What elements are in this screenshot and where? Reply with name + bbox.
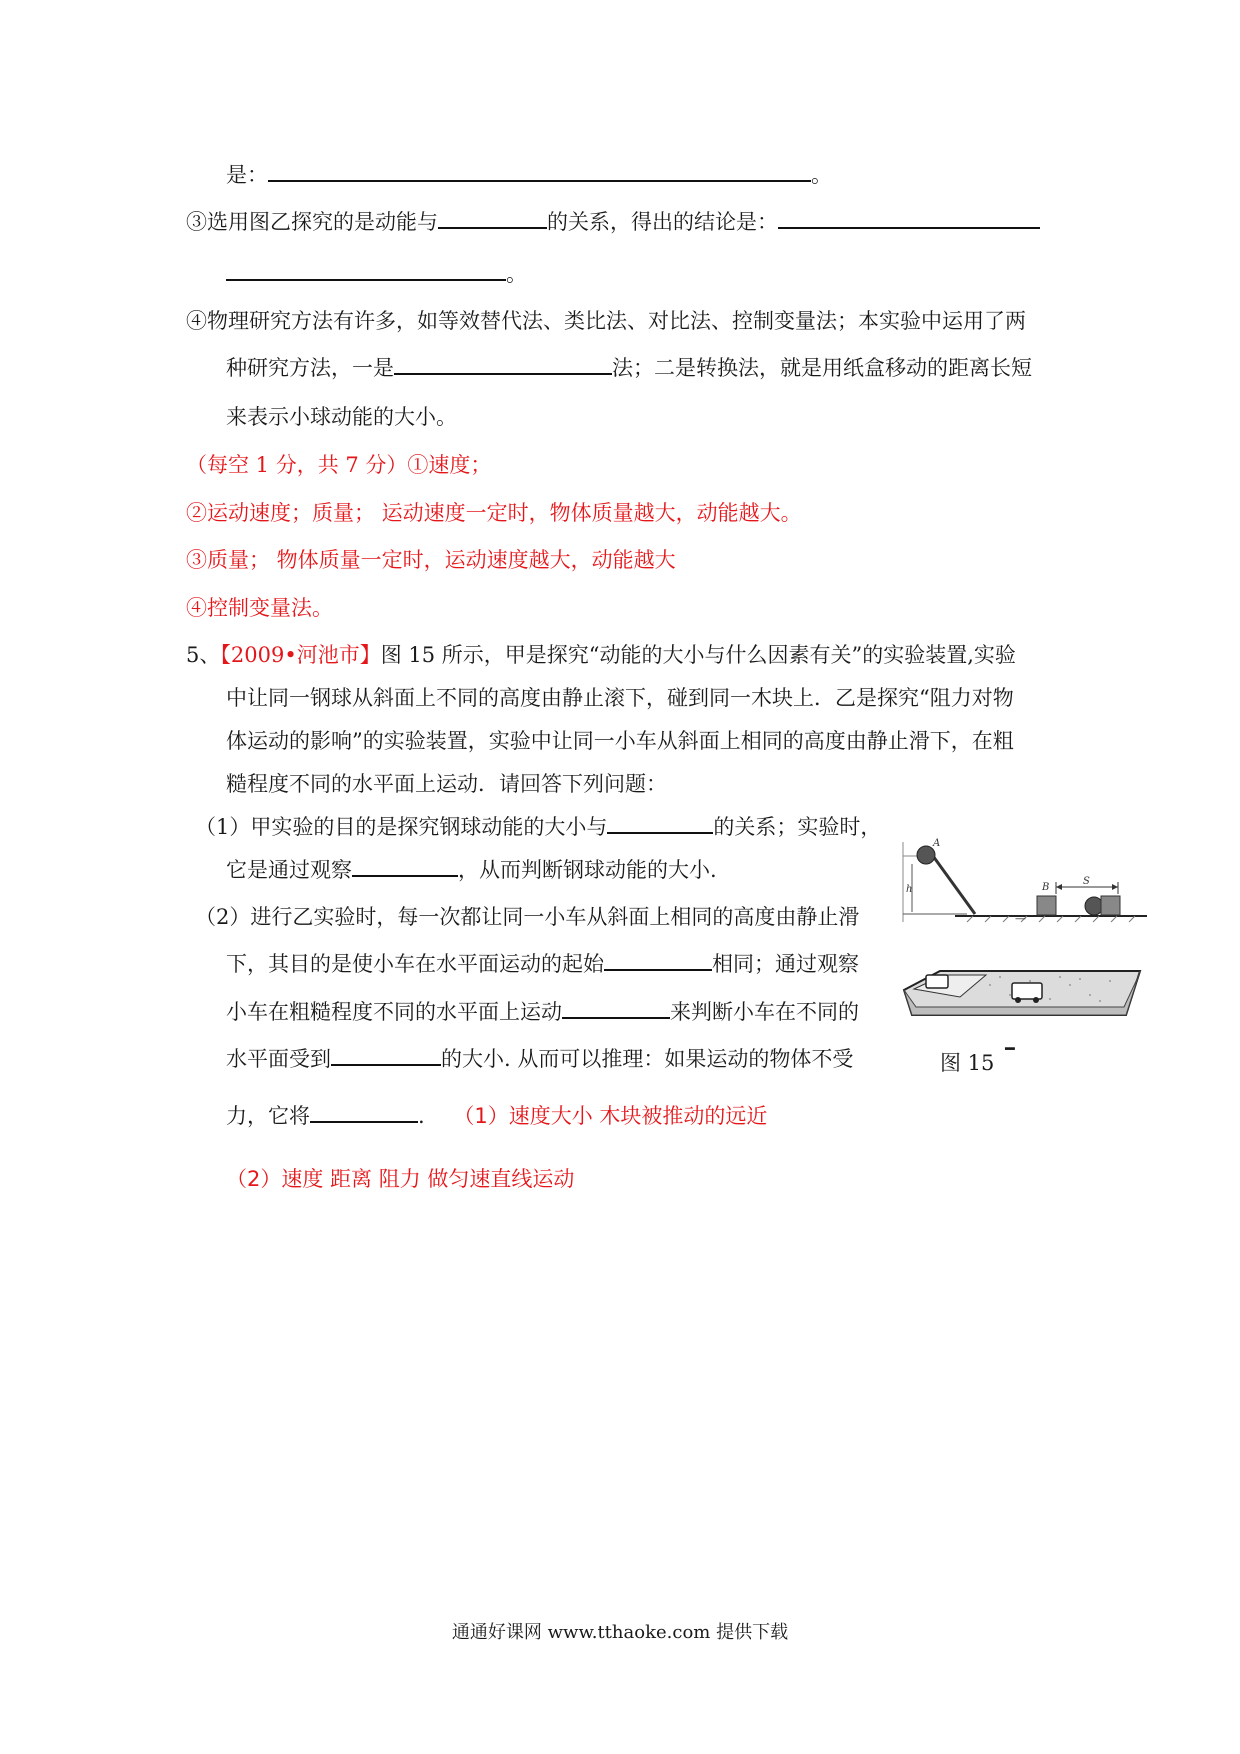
answer-4-line-3: ③质量； 物体质量一定时，运动速度越大，动能越大	[186, 548, 676, 572]
figure-15-caption: 图 15	[940, 1051, 995, 1075]
answer-4-line-1: （每空 1 分，共 7 分）①速度；	[186, 453, 492, 477]
q5-line-3: 体运动的影响”的实验装置，实验中让同一小车从斜面上相同的高度由静止滑下，在粗	[226, 729, 1014, 753]
q5-part2-line-3: 小车在粗糙程度不同的水平面上运动 来判断小车在不同的	[226, 997, 859, 1027]
q5-part2-line-4: 水平面受到 的大小. 从而可以推理：如果运动的物体不受	[226, 1044, 853, 1074]
answer-5-line-1: （1）速度大小 木块被推动的远近	[453, 1104, 768, 1128]
q4-line-1: ④物理研究方法有许多，如等效替代法、类比法、对比法、控制变量法；本实验中运用了两	[186, 309, 1026, 333]
q5-line-1: 5、【2009•河池市】图 15 所示，甲是探究“动能的大小与什么因素有关”的实验装置,实验	[186, 643, 1016, 667]
answer-blank[interactable]	[352, 855, 458, 877]
answer-blank[interactable]	[438, 207, 547, 229]
q5-part1-line-1: （1）甲实验的目的是探究钢球动能的大小与 的关系；实验时，	[195, 812, 881, 842]
answer-blank[interactable]	[310, 1101, 418, 1123]
answer-blank[interactable]	[778, 207, 1040, 229]
q5-source: 【2009•河池市】	[220, 643, 381, 667]
q4-line-2: 种研究方法，一是 法；二是转换法，就是用纸盒移动的距离长短	[226, 353, 1032, 383]
figure-15-yi-apparatus	[900, 955, 1150, 1030]
q5-part2-line-2: 下，其目的是使小车在水平面运动的起始 相同；通过观察	[226, 949, 859, 979]
answer-5-line-2: （2）速度 距离 阻力 做匀速直线运动	[226, 1167, 575, 1191]
answer-4-line-2: ②运动速度；质量； 运动速度一定时，物体质量越大，动能越大。	[186, 501, 802, 525]
q5-line-2: 中让同一钢球从斜面上不同的高度由静止滚下，碰到同一木块上．乙是探究“阻力对物	[226, 686, 1014, 710]
answer-4-line-4: ④控制变量法。	[186, 596, 333, 620]
answer-blank[interactable]	[607, 812, 713, 834]
q5-part2-line-1: （2）进行乙实验时，每一次都让同一小车从斜面上相同的高度由静止滑	[195, 905, 860, 929]
answer-blank[interactable]	[604, 949, 712, 971]
q5-part1-line-2: 它是通过观察 ，从而判断钢球动能的大小.	[226, 855, 717, 885]
figure-mark: ━	[1005, 1039, 1015, 1058]
label-a: A	[933, 838, 941, 849]
answer-blank[interactable]	[394, 353, 612, 375]
label-b: B	[1042, 882, 1050, 893]
wood-block	[1037, 896, 1056, 915]
answer-blank[interactable]	[331, 1044, 441, 1066]
figure-15-jia-apparatus	[895, 838, 1155, 923]
svg-text:—: —	[1015, 912, 1026, 923]
q4-line-3: 来表示小球动能的大小。	[226, 405, 457, 429]
label-h: h	[906, 884, 913, 895]
q5-line-4: 糙程度不同的水平面上运动．请回答下列问题：	[226, 772, 667, 796]
answer-blank[interactable]	[226, 259, 506, 281]
q3c-line: ③选用图乙探究的是动能与 的关系，得出的结论是：	[186, 207, 1040, 237]
answer-blank[interactable]	[562, 997, 670, 1019]
cart-on-slope	[926, 975, 948, 988]
answer-blank[interactable]	[268, 160, 811, 182]
q5-part2-line-5: 力，它将 . （1）速度大小 木块被推动的远近	[226, 1101, 767, 1131]
cart-on-surface	[1012, 983, 1042, 999]
q3-continuation-line: 是： 。	[226, 160, 832, 190]
q3c-line-2: 。	[226, 259, 527, 289]
label-s: S	[1083, 876, 1090, 887]
page-footer: 通通好课网 www.tthaoke.com 提供下载	[451, 1622, 789, 1643]
